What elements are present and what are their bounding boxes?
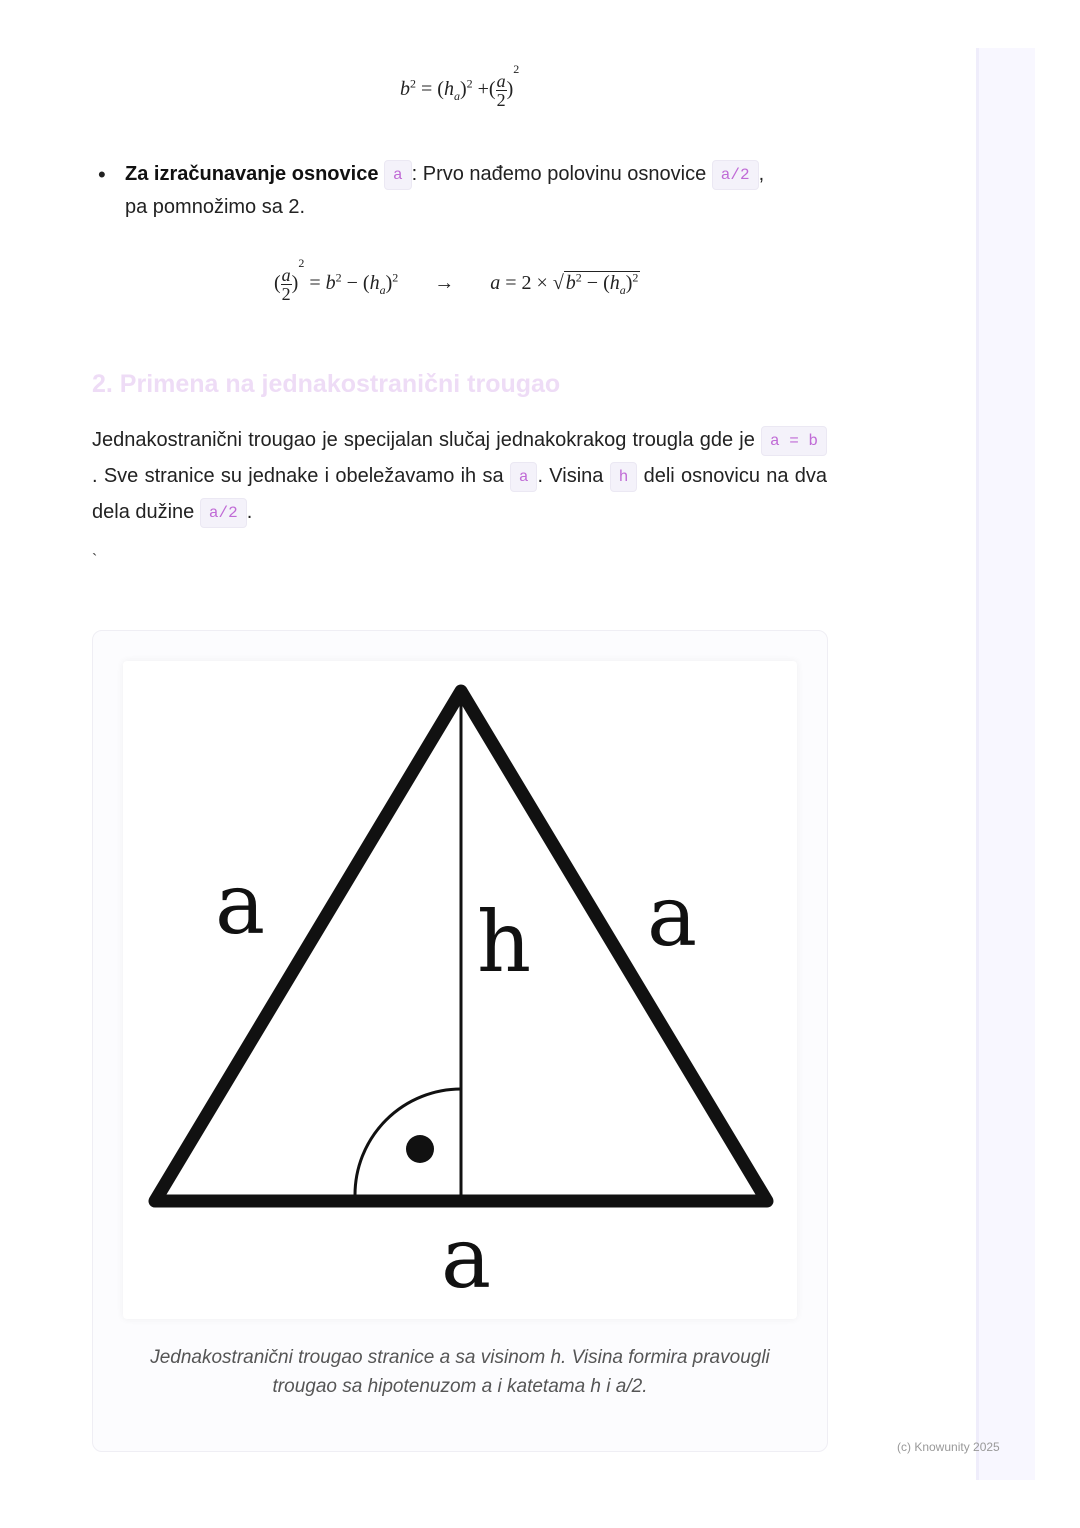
triangle-image: [123, 661, 797, 1319]
bullet-dot: •: [98, 162, 106, 187]
label-side-left: a: [215, 855, 266, 953]
section-title: 2. Primena na jednakostranični trougao: [92, 370, 561, 398]
equilateral-triangle-diagram: [123, 661, 797, 1319]
inline-code-h: h: [610, 462, 638, 492]
right-sidebar-strip: [976, 48, 1035, 1480]
arrow-symbol: →: [434, 272, 455, 295]
sqrt-symbol: √: [552, 272, 564, 295]
label-height: h: [477, 893, 532, 991]
formula-base-calculation: ( $\frac{a}{2}$ )$^2 = b^2 - (h_a)^2 \to a = 2$ × √ $b^2 - (h_a)^2$: [274, 256, 639, 304]
inline-code-a-equals-b: a = b: [761, 426, 827, 456]
bullet-bold-text: Za izračunavanje osnovice: [125, 163, 379, 185]
right-angle-dot: [406, 1135, 434, 1163]
bullet-line-2: pa pomnožimo sa 2.: [125, 196, 306, 218]
bullet-comma: ,: [758, 163, 765, 185]
stray-mark: `: [92, 552, 98, 569]
copyright-footer: (c) Knowunity 2025: [897, 1440, 1000, 1454]
label-base: a: [441, 1209, 492, 1307]
inline-code-a-half: a/2: [712, 160, 759, 190]
figure-card: [92, 630, 828, 1452]
bullet-text-after: : Prvo nađemo polovinu osnovice: [411, 163, 707, 185]
figure-caption: Jednakostranični trougao stranice a sa visinom h. Visina formira pravougli trougao sa hipotenuzom a i katetama h i a/2.: [150, 1347, 770, 1397]
inline-code-a: a: [510, 462, 538, 492]
inline-code-a-half: a/2: [200, 498, 247, 528]
inline-code-a: a: [384, 160, 412, 190]
formula-b-squared: $b^2 = (h_a)^2$ +( $\frac{a}{2}$ )$^2$: [400, 62, 520, 110]
label-side-right: a: [647, 867, 698, 965]
paragraph-equilateral: Jednakostranični trougao je specijalan slučaj jednakokrakog trougla gde je a = b. Sve stranice su jednake i obeležavamo ih sa a . Visina h deli osnovicu na dva dela dužine a/2 .: [92, 422, 827, 530]
